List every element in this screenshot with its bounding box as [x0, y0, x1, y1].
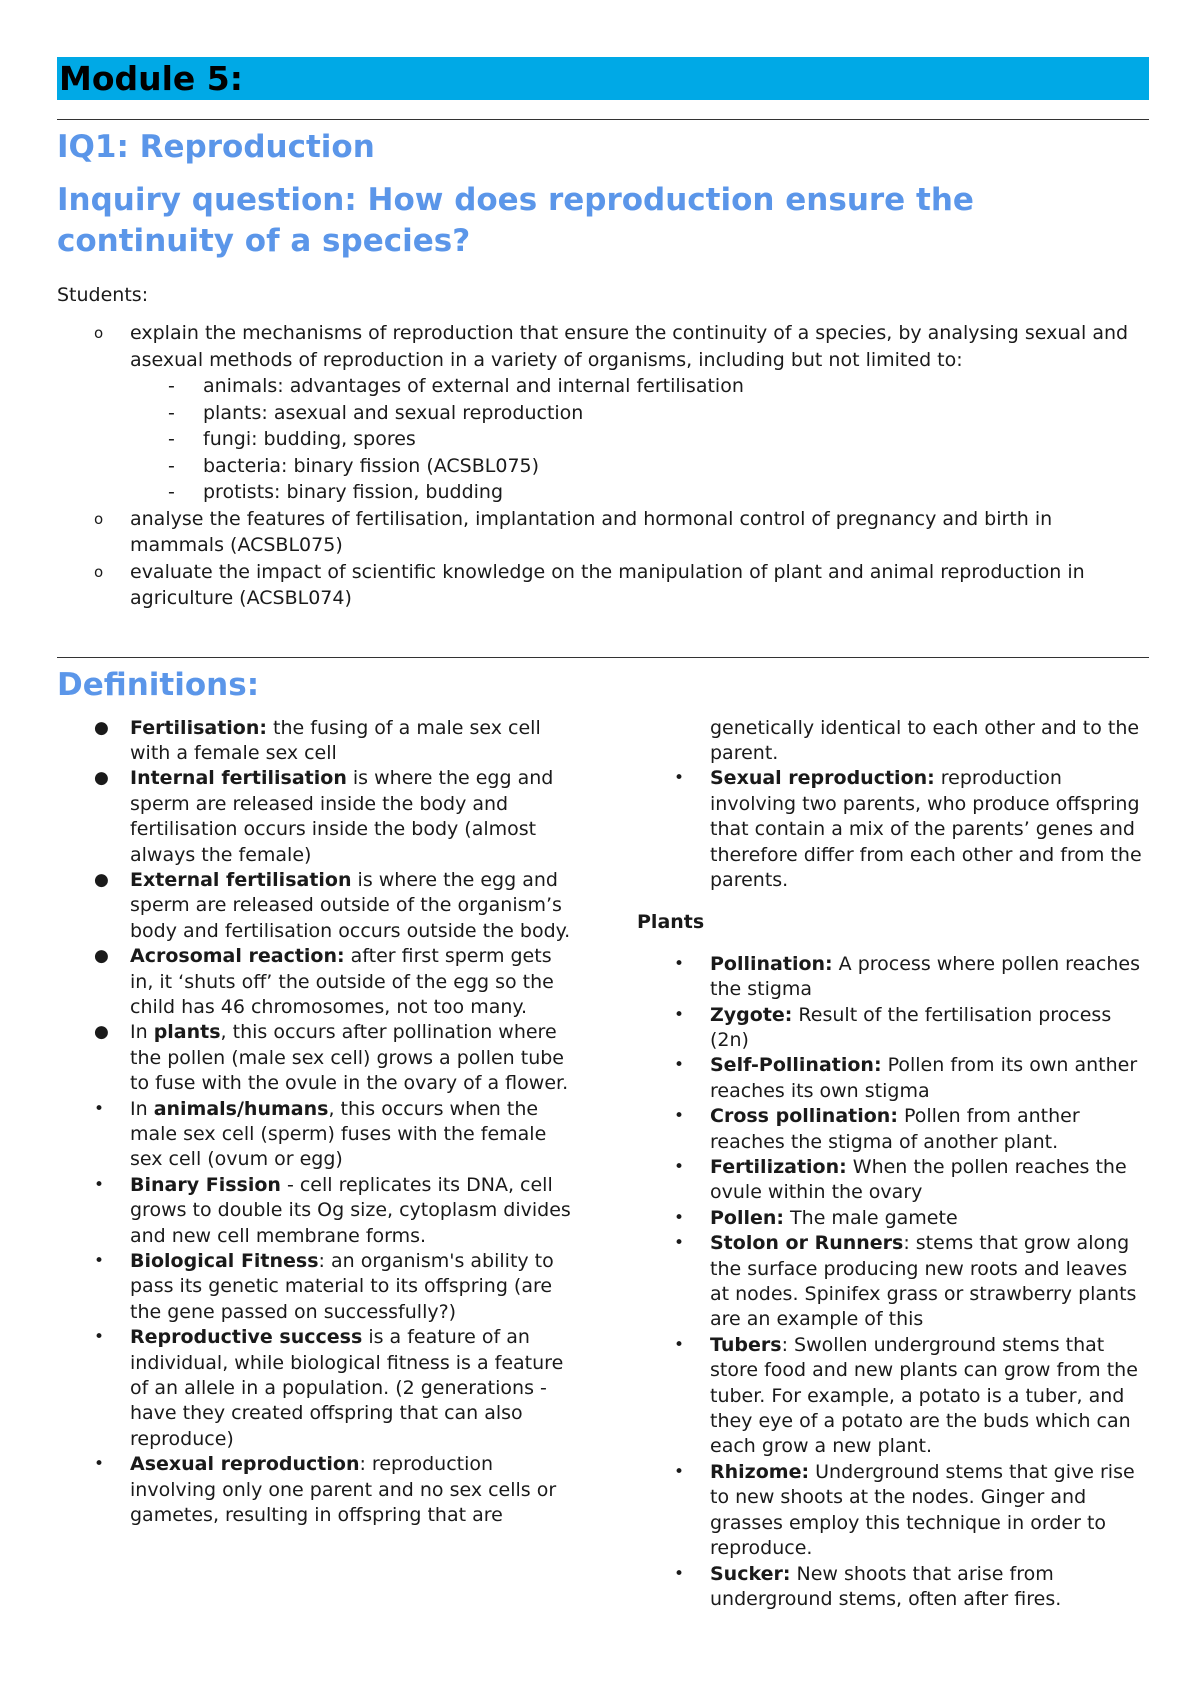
bullet-icon: •	[94, 1454, 105, 1475]
sub-item	[130, 400, 1149, 427]
definition-term: Stolon or Runners	[710, 1232, 904, 1255]
inquiry-question-line: Inquiry question: How does reproduction ensure the	[57, 182, 974, 218]
definition-text: after first sperm gets in, it ‘shuts off’ the outside of the egg so the child has 46 chromosomes, not too many.	[130, 945, 554, 1018]
dash-bullet-icon: -	[168, 454, 175, 477]
definition-text: Pollen from anther reaches the stigma of another plant.	[710, 1105, 1080, 1153]
bullet-icon: •	[674, 1157, 685, 1177]
definition-text: , this occurs when the male sex cell (sperm) fuses with the female sex cell (ovum or egg)	[130, 1097, 547, 1171]
sub-item-text: plants: asexual and sexual reproduction	[203, 401, 584, 424]
sub-item	[130, 453, 1149, 480]
circle-bullet-icon: o	[94, 509, 104, 528]
bullet-icon: •	[94, 1174, 105, 1195]
definition-item	[57, 1097, 572, 1173]
definition-term: Biological Fitness	[130, 1250, 319, 1273]
bullet-icon: •	[674, 1004, 685, 1025]
horizontal-rule	[57, 657, 1149, 658]
definition-text: When the pollen reaches the ovule within the ovary	[710, 1156, 1127, 1204]
definition-item	[57, 868, 572, 944]
definition-text: is where the egg and sperm are released inside the body and fertilisation occurs inside the body (almost always the female)	[130, 767, 554, 866]
bullet-icon: ●	[94, 946, 109, 967]
circle-bullet-icon: o	[94, 324, 104, 342]
definition-item	[637, 952, 1149, 1003]
definition-text: reproduction involving two parents, who produce offspring that contain a mix of the parents’ genes and therefore differ from each other and from the parents.	[710, 767, 1142, 891]
document-page	[57, 57, 1149, 1610]
definition-term: Sexual reproduction:	[710, 767, 935, 790]
outcome-text: explain the mechanisms of reproduction that ensure the continuity of a species, by analysing sexual and asexual methods of reproduction in a variety of organisms, including but not limited to:	[130, 322, 1129, 371]
dash-bullet-icon: -	[168, 428, 175, 450]
definition-term: Fertilisation:	[130, 716, 267, 739]
definition-list	[57, 716, 572, 1529]
learning-outcomes-list	[57, 320, 1149, 612]
definition-item	[57, 1173, 572, 1249]
definition-continuation: genetically identical to each other and to the parent.	[710, 716, 1140, 764]
definition-text: Underground stems that give rise to new shoots at the nodes. Ginger and grasses employ this technique in order to reproduce.	[710, 1460, 1135, 1560]
definition-item	[637, 1460, 1149, 1562]
bullet-icon: ●	[94, 717, 109, 738]
bullet-icon: ●	[94, 869, 109, 890]
dash-bullet-icon: -	[168, 375, 175, 397]
bullet-icon: •	[674, 953, 685, 974]
definition-text: is where the egg and sperm are released outside of the organism’s body and fertilisation occurs outside the body.	[130, 868, 571, 942]
definitions-title: Definitions:	[57, 666, 260, 703]
definition-list	[637, 766, 1149, 893]
bullet-icon: •	[94, 1251, 105, 1272]
definition-term: External fertilisation	[130, 868, 352, 891]
plant-definition-list	[637, 952, 1149, 1613]
definition-term: Binary Fission	[130, 1173, 281, 1196]
definition-text: the fusing of a male sex cell with a female sex cell	[130, 716, 541, 764]
dash-bullet-icon: -	[168, 401, 175, 424]
definition-prefix: In	[130, 1021, 154, 1044]
definition-term: Acrosomal reaction:	[130, 945, 345, 968]
definition-text: : Swollen underground stems that store food and new plants can grow from the tuber. For example, a potato is a tuber, and they eye of a potato are the buds which can each grow a new plant.	[710, 1333, 1138, 1458]
definition-term: Tubers	[710, 1333, 782, 1356]
definition-item	[57, 1249, 572, 1325]
definition-text: : reproduction involving only one parent and no sex cells or gametes, resulting in offspring that are	[130, 1453, 557, 1527]
definition-text: , this occurs after pollination where the pollen (male sex cell) grows a pollen tube to fuse with the ovule in the ovary of a flower.	[130, 1021, 569, 1095]
sub-item-text: protists: binary fission, budding	[203, 481, 504, 503]
inquiry-title: IQ1: Reproduction	[57, 129, 375, 165]
inquiry-question	[57, 180, 1149, 262]
sub-item	[130, 479, 1149, 506]
definition-text: : stems that grow along the surface producing new roots and leaves at nodes. Spinifex grass or strawberry plants are an example of this	[710, 1232, 1137, 1331]
bullet-icon: •	[674, 1233, 685, 1254]
definition-item	[637, 1104, 1149, 1155]
outcome-sub-list	[130, 373, 1149, 506]
definition-text: - cell replicates its DNA, cell grows to double its Og size, cytoplasm divides and new cell membrane forms.	[130, 1173, 571, 1247]
definition-term: Reproductive success	[130, 1326, 363, 1349]
outcome-text: evaluate the impact of scientific knowledge on the manipulation of plant and animal reproduction in agriculture (ACSBL074)	[130, 560, 1085, 609]
bullet-icon: •	[674, 1106, 685, 1127]
bullet-icon: •	[674, 1563, 685, 1584]
definition-term: Pollination:	[710, 952, 833, 975]
definition-text: Result of the fertilisation process (2n)	[710, 1003, 1112, 1051]
definition-text: The male gamete	[784, 1206, 958, 1229]
bullet-icon: •	[94, 1098, 105, 1119]
definition-term: Cross pollination:	[710, 1105, 898, 1128]
circle-bullet-icon: o	[94, 562, 104, 581]
definition-item	[637, 1155, 1149, 1206]
definition-text: : an organism's ability to pass its genetic material to its offspring (are the gene passed on successfully?)	[130, 1250, 554, 1323]
definition-item	[57, 944, 572, 1020]
definition-term: Internal fertilisation	[130, 767, 347, 790]
definition-item	[637, 1003, 1149, 1054]
bullet-icon: ●	[94, 1022, 109, 1043]
definition-term: Self-Pollination:	[710, 1054, 882, 1077]
definition-item	[637, 1206, 1149, 1231]
dash-bullet-icon: -	[168, 481, 175, 503]
inquiry-question-line: continuity of a species?	[57, 223, 471, 259]
definition-text: A process where pollen reaches the stigma	[710, 952, 1140, 1001]
outcome-item	[57, 559, 1149, 612]
definition-term: Pollen:	[710, 1206, 785, 1229]
bullet-icon: •	[674, 1334, 685, 1355]
bullet-icon: •	[674, 1207, 685, 1228]
definition-item	[57, 1452, 572, 1528]
module-heading: Module 5:	[57, 57, 1149, 100]
outcome-item	[57, 320, 1149, 506]
definition-item	[57, 1020, 572, 1096]
outcome-item	[57, 506, 1149, 559]
definition-item	[57, 1325, 572, 1452]
bullet-icon: ●	[94, 768, 109, 789]
definition-item	[637, 1231, 1149, 1333]
definition-text: New shoots that arise from underground stems, often after fires.	[710, 1562, 1062, 1610]
definition-term: Rhizome:	[710, 1460, 810, 1483]
outcome-text: analyse the features of fertilisation, implantation and hormonal control of pregnancy and birth in mammals (ACSBL075)	[130, 507, 1053, 556]
definition-text: Pollen from its own anther reaches its own stigma	[710, 1054, 1138, 1102]
definition-term: Zygote:	[710, 1003, 793, 1026]
definition-prefix: In	[130, 1097, 154, 1120]
definition-item	[637, 1333, 1149, 1460]
sub-item	[130, 426, 1149, 453]
definition-term: Sucker:	[710, 1562, 791, 1585]
definition-item	[57, 766, 572, 868]
plants-heading: Plants	[637, 911, 705, 934]
sub-item-text: bacteria: binary fission (ACSBL075)	[203, 454, 540, 477]
sub-item	[130, 373, 1149, 400]
definitions-right-column	[637, 716, 1149, 1613]
bullet-icon: •	[674, 768, 685, 789]
definition-text: is a feature of an individual, while biological fitness is a feature of an allele in a population. (2 generations - have they created offspring that can also reproduce)	[130, 1326, 564, 1450]
students-label: Students:	[57, 284, 149, 306]
definition-term: Fertilization:	[710, 1156, 847, 1178]
definition-term: animals/humans	[153, 1097, 329, 1120]
definition-item	[57, 716, 572, 767]
definition-item	[637, 1053, 1149, 1104]
bullet-icon: •	[94, 1327, 105, 1348]
bullet-icon: •	[674, 1055, 685, 1076]
definition-term: plants	[153, 1021, 221, 1044]
definitions-left-column	[57, 716, 572, 1529]
definition-item	[637, 766, 1149, 893]
horizontal-rule	[57, 119, 1149, 120]
sub-item-text: animals: advantages of external and internal fertilisation	[203, 375, 744, 397]
bullet-icon: •	[674, 1461, 685, 1482]
definition-term: Asexual reproduction	[130, 1453, 360, 1476]
sub-item-text: fungi: budding, spores	[203, 428, 416, 450]
definition-item	[637, 1562, 1149, 1613]
